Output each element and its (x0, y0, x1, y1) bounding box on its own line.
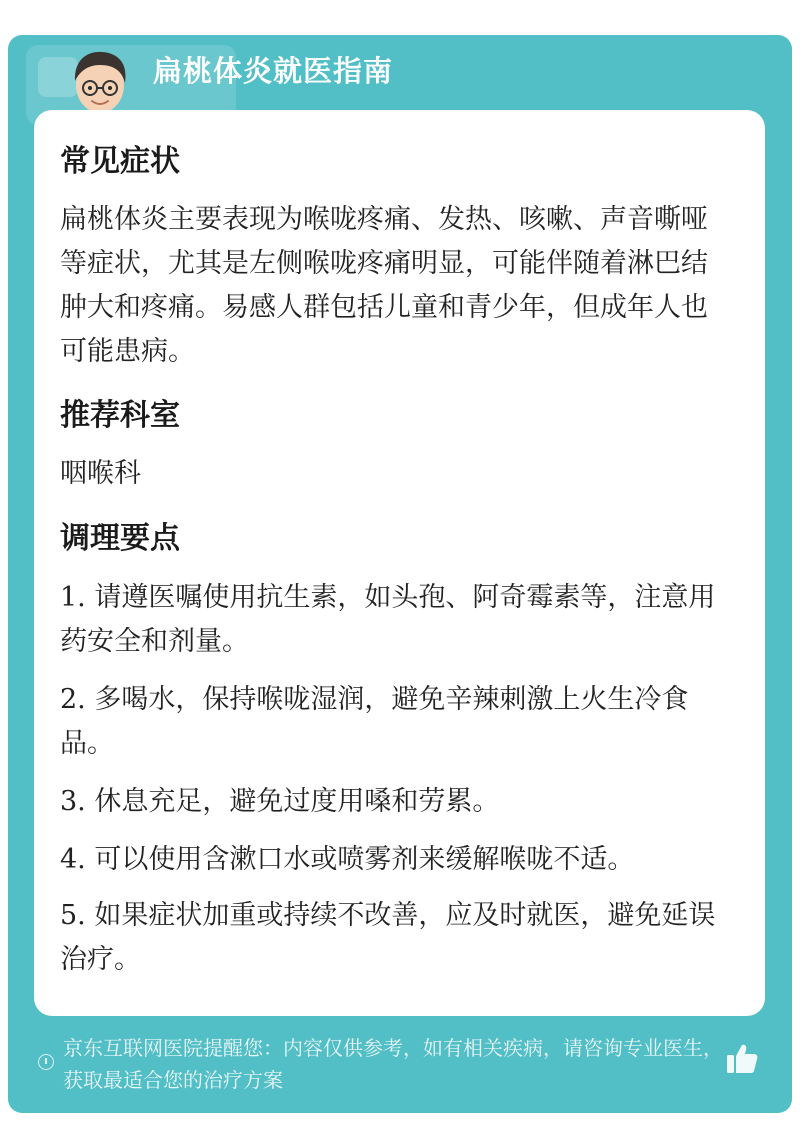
care-list-item (60, 678, 732, 766)
care-list-item (60, 780, 732, 824)
item-number: 1. (60, 582, 86, 613)
item-number: 5. (60, 900, 86, 931)
section-heading-symptoms: 常见症状 (60, 144, 180, 179)
care-list-item (60, 838, 732, 882)
footer-text: 京东互联网医院提醒您：内容仅供参考，如有相关疾病，请咨询专业医生，获取最适合您的治疗方案 (63, 1036, 723, 1092)
item-text: 多喝水，保持喉咙湿润，避免辛辣刺激上火生冷食品。 (60, 684, 689, 759)
item-text: 休息充足，避免过度用嗓和劳累。 (94, 786, 500, 817)
department-text: 咽喉科 (60, 458, 141, 489)
item-text: 如果症状加重或持续不改善，应及时就医，避免延误治疗。 (60, 900, 716, 975)
section-heading-department: 推荐科室 (60, 398, 180, 433)
item-text: 请遵医嘱使用抗生素，如头孢、阿奇霉素等，注意用药安全和剂量。 (60, 582, 716, 657)
item-number: 4. (60, 844, 86, 875)
section-heading-care: 调理要点 (60, 521, 180, 556)
page-title: 扁桃体炎就医指南 (153, 54, 394, 88)
care-list-item (60, 894, 732, 982)
guide-frame (8, 35, 792, 1113)
item-number: 3. (60, 786, 86, 817)
symptoms-text: 扁桃体炎主要表现为喉咙疼痛、发热、咳嗽、声音嘶哑等症状，尤其是左侧喉咙疼痛明显，可能伴随着淋巴结肿大和疼痛。易感人群包括儿童和青少年，但成年人也可能患病。 (60, 204, 708, 367)
item-text: 可以使用含漱口水或喷雾剂来缓解喉咙不适。 (94, 844, 635, 875)
care-list-item (60, 576, 732, 664)
thumbs-up-icon[interactable] (724, 1040, 760, 1076)
info-icon (38, 1054, 54, 1070)
content-card (34, 110, 765, 1016)
footer-notice (8, 1030, 792, 1110)
item-number: 2. (60, 684, 86, 715)
